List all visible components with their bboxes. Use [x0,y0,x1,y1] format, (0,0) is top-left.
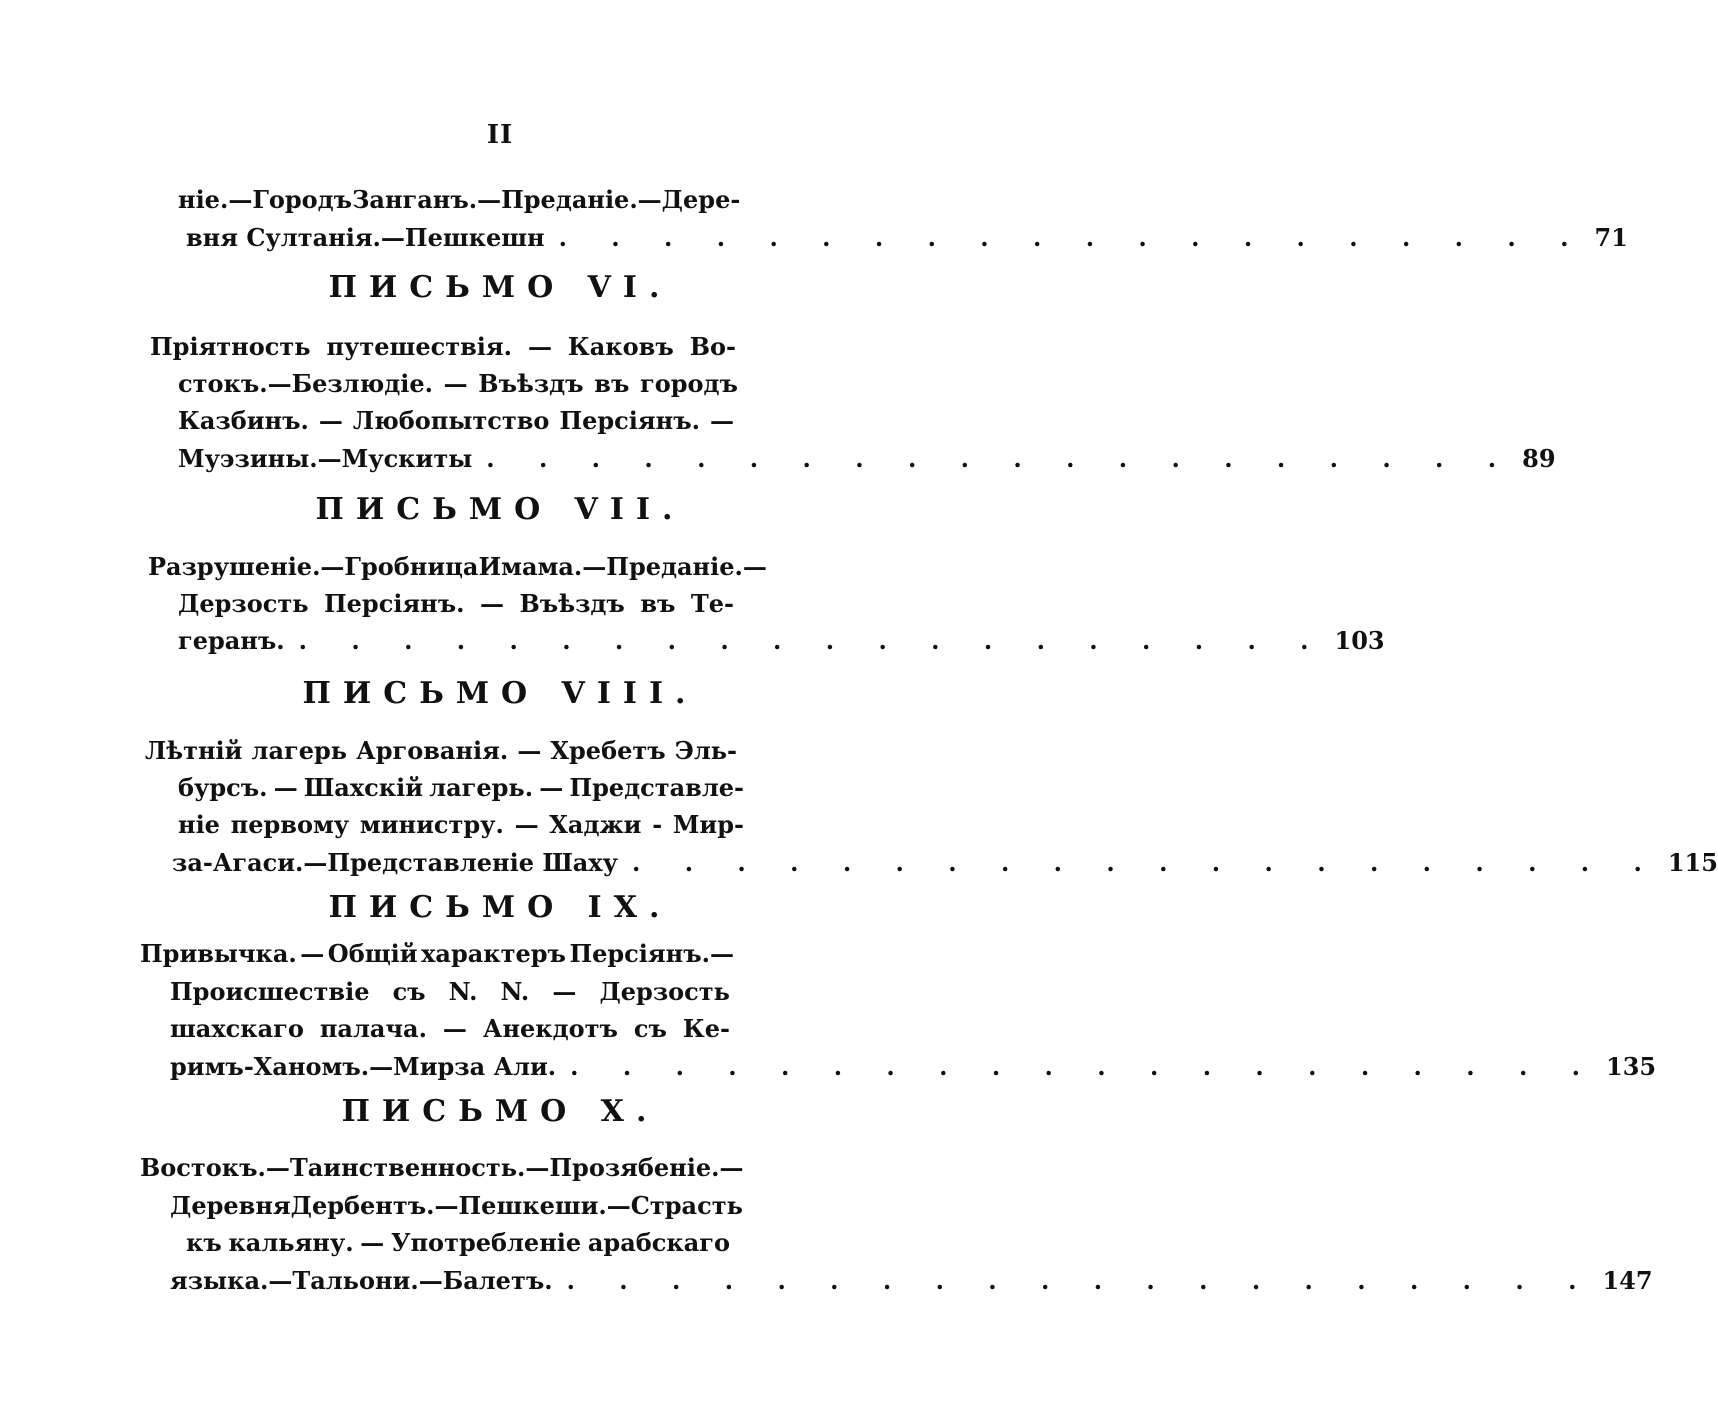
word: путешествія. [326,332,512,361]
word: Мир- [672,810,744,839]
toc-line-leader [170,1265,1653,1297]
word: Имама.—Преданіе.— [478,552,767,581]
toc-line [178,184,741,216]
word: Те- [690,589,734,618]
toc-line [178,368,738,400]
word: — [273,773,298,802]
word: кальяну. [228,1228,354,1257]
word: Аргованія. [356,736,509,765]
word: — [552,977,577,1006]
toc-line-leader [172,847,1718,879]
word: Дербентъ.—Пешкеши. [290,1191,607,1220]
word: — [318,406,343,435]
word: Каковъ [567,332,674,361]
word: Казбинъ. [178,406,309,435]
word: къ [186,1228,222,1257]
toc-line-leader [178,625,1385,657]
toc-line: Муэзины.—Мускиты [178,444,473,473]
word: — [517,736,542,765]
toc-line [178,588,734,620]
word: ніе [178,810,220,839]
toc-line [140,938,734,970]
toc-page-number: 89 [1522,444,1556,473]
toc-line-leader [178,443,1556,475]
word: Хребетъ [550,736,666,765]
toc-line [186,1227,730,1259]
toc-line [148,551,767,583]
toc-page-number: 103 [1334,626,1385,655]
word: Пріятность [150,332,311,361]
chapter-heading: ПИСЬМО X. [341,1094,659,1129]
word: Таинственность.—Прозябеніе.— [289,1153,744,1182]
word: Страсть [630,1191,743,1220]
word: стокъ.—Безлюдіе. [178,369,433,398]
word: Въѣздъ [519,589,625,618]
word: Городъ [252,185,353,214]
toc-line [150,331,736,363]
word: Шахскій [303,773,424,802]
word: съ [392,977,426,1006]
word: шахскаго [170,1014,304,1043]
toc-line-leader [186,222,1628,254]
toc-line [178,405,734,437]
word: — [514,810,539,839]
word: — [300,939,325,968]
word: Персіянъ. [324,589,465,618]
chapter-heading: ПИСЬМО VIII. [302,676,698,711]
word: - [652,810,663,839]
word: Дерзость [599,977,730,1006]
page-number: II [486,120,514,150]
word: ніе. [178,185,229,214]
chapter-heading: ПИСЬМО VII. [315,492,685,527]
word: N. [448,977,478,1006]
leader-dots: . . . . . . . . . . . . . . . . . . . . [631,848,1660,877]
word: — [228,185,253,214]
word: — [710,406,734,435]
word: Персіянъ.— [569,939,734,968]
word: Занганъ.—Преданіе.—Дере- [352,185,741,214]
word: Анекдотъ [482,1014,618,1043]
toc-line: римъ-Ханомъ.—Мирза Али. [170,1052,557,1081]
leader-dots: . . . . . . . . . . . . . . . . . . . . [570,1052,1599,1081]
toc-line [170,1013,730,1045]
word: — [606,1191,631,1220]
word: Эль- [674,736,737,765]
word: министру. [359,810,504,839]
toc-line [170,976,730,1008]
word: Востокъ. [140,1153,266,1182]
chapter-heading: ПИСЬМО VI. [328,270,672,305]
toc-line [140,1152,744,1184]
word: Любопытство [352,406,550,435]
word: съ [633,1014,667,1043]
word: Лѣтній [145,736,243,765]
word: Представле- [569,773,744,802]
word: — [527,332,552,361]
word: палача. [319,1014,427,1043]
word: Привычка. [140,939,297,968]
word: — [443,369,468,398]
word: Деревня [170,1191,291,1220]
word: Во- [689,332,736,361]
toc-line: вня Султанія.—Пешкешн [186,223,545,252]
toc-line [178,809,744,841]
leader-dots: . . . . . . . . . . . . . . . . . . . . [486,444,1515,473]
chapter-heading: ПИСЬМО IX. [328,890,672,925]
word: Персіянъ. [559,406,700,435]
word: Общій [327,939,418,968]
word: лагерь. [429,773,534,802]
word: — [360,1228,385,1257]
toc-page-number: 115 [1667,848,1718,877]
word: Употребленіе [391,1228,582,1257]
leader-dots: . . . . . . . . . . . . . . . . . . . . [558,223,1587,252]
word: Въѣздъ [478,369,584,398]
word: — [265,1153,290,1182]
word: лагерь [251,736,348,765]
word: Разрушеніе.—Гробница [148,552,479,581]
toc-line: за-Агаси.—Представленіе Шаху [172,848,618,877]
word: первому [230,810,350,839]
word: въ [594,369,630,398]
word: — [442,1014,467,1043]
toc-line [170,1190,743,1222]
leader-dots: . . . . . . . . . . . . . . . . . . . . [298,626,1327,655]
word: Происшествіе [170,977,370,1006]
toc-line: геранъ. [178,626,285,655]
word: Хаджи [549,810,642,839]
word: городъ [640,369,738,398]
toc-page-number: 147 [1602,1266,1653,1295]
word: N. [500,977,530,1006]
toc-page-number: 135 [1606,1052,1657,1081]
word: — [539,773,564,802]
word: — [480,589,505,618]
word: Дерзость [178,589,309,618]
toc-line-leader [170,1051,1657,1083]
toc-line [145,735,737,767]
word: Ке- [682,1014,730,1043]
word: въ [640,589,676,618]
toc-page-number: 71 [1594,223,1628,252]
leader-dots: . . . . . . . . . . . . . . . . . . . . [566,1266,1595,1295]
word: арабскаго [587,1228,730,1257]
toc-line: языка.—Тальони.—Балетъ. [170,1266,553,1295]
word: характеръ [421,939,566,968]
toc-line [178,772,744,804]
word: бурсъ. [178,773,268,802]
